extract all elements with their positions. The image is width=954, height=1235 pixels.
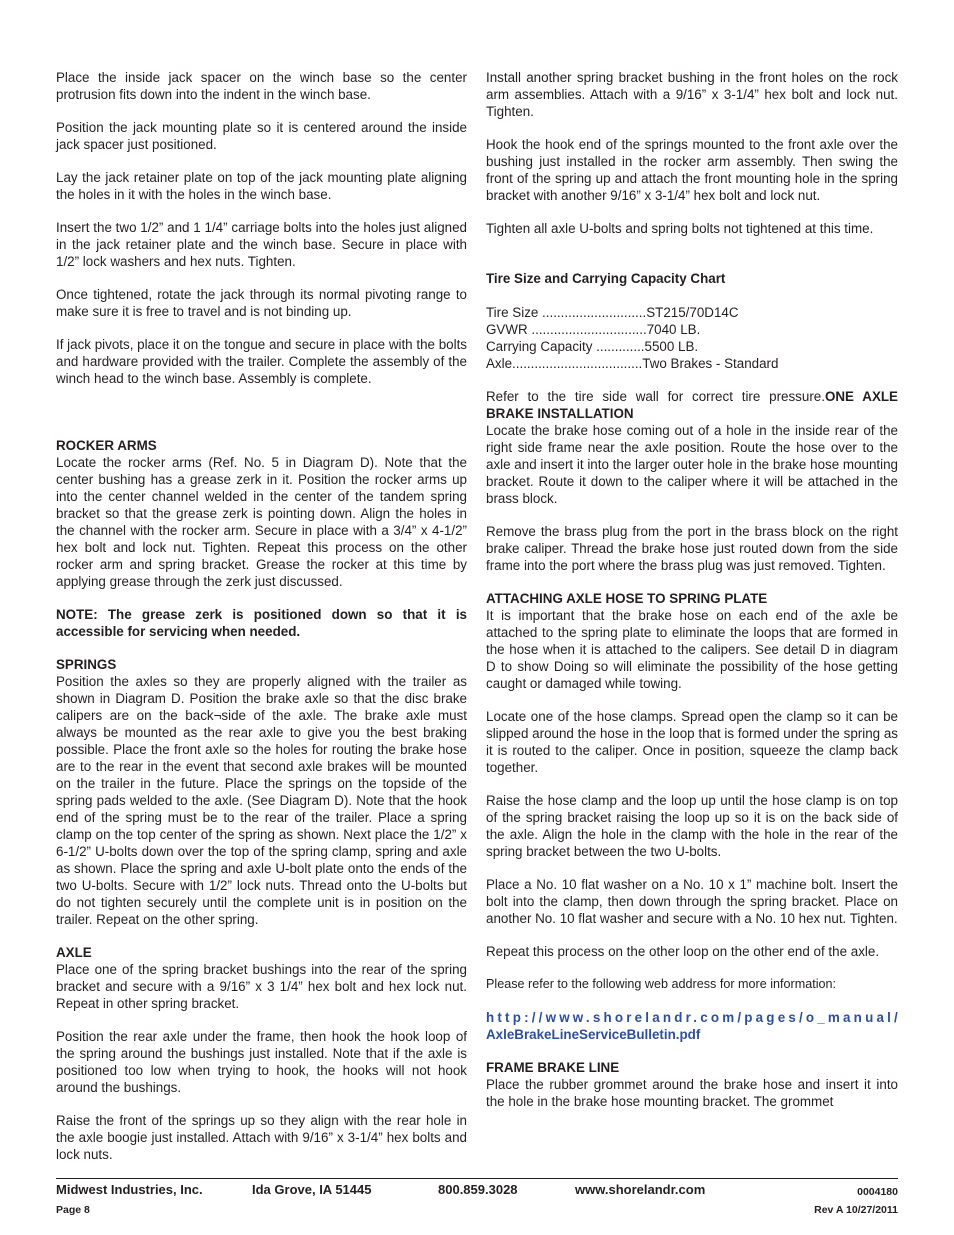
paragraph-inside-jack-spacer: Place the inside jack spacer on the winch base so the center protrusion fits down into the indent in the winch base. [56, 70, 467, 102]
footer-city: Ida Grove, IA 51445 [252, 1182, 372, 1197]
footer-revision: Rev A 10/27/2011 [814, 1204, 898, 1216]
service-bulletin-link[interactable] [486, 1009, 901, 1043]
paragraph-flat-washer: Place a No. 10 flat washer on a No. 10 x 1” machine bolt. Insert the bolt into the clamp, then down through the spring bracket. Place on another No. 10 flat washer and secure with a No. 10 hex nut. Tighten. [486, 877, 898, 926]
paragraph-raise-clamp: Raise the hose clamp and the loop up until the hose clamp is on top of the spring bracket raising the loop up so it is on the back side of the axle. Align the hole in the clamp with the hole in the rear of the spring bracket between the two U-bolts. [486, 793, 898, 859]
heading-one-axle-brake: ONE AXLE BRAKE INSTALLATION [486, 389, 898, 421]
paragraph-front-bushing: Install another spring bracket bushing in the front holes on the rock arm assemblies. Attach with a 9/16” x 3-1/4” hex bolt and lock nut. Tighten. [486, 70, 898, 119]
heading-frame-brake-line: FRAME BRAKE LINE [486, 1060, 620, 1075]
paragraph-repeat-loop: Repeat this process on the other loop on the other end of the axle. [486, 944, 880, 959]
heading-attaching-axle-hose: ATTACHING AXLE HOSE TO SPRING PLATE [486, 591, 768, 606]
paragraph-jack-pivots: If jack pivots, place it on the tongue and secure in place with the bolts and hardware provided with the trailer. Complete the assembly of the winch head to the winch base. Assembly is complete. [56, 337, 467, 386]
paragraph-frame-brake-line: Place the rubber grommet around the brake hose and insert it into the hole in the brake hose mounting bracket. The grommet [486, 1077, 898, 1109]
spec-tire-size: Tire Size ............................ST215/70D14C [486, 305, 739, 320]
footer-company: Midwest Industries, Inc. [56, 1182, 203, 1197]
link-url-line1[interactable]: http://www.shorelandr.com/pages/o_manual/ [486, 1010, 901, 1025]
footer-website[interactable]: www.shorelandr.com [575, 1182, 706, 1197]
text-tire-pressure: Refer to the tire side wall for correct tire pressure. [486, 389, 825, 404]
paragraph-rotate-jack: Once tightened, rotate the jack through its normal pivoting range to make sure it is free to travel and is not binding up. [56, 287, 467, 319]
tire-spec-list [486, 304, 898, 372]
heading-tire-chart: Tire Size and Carrying Capacity Chart [486, 271, 726, 286]
spec-gvwr: GVWR ...............................7040 LB. [486, 322, 701, 337]
link-url-line2[interactable]: AxleBrakeLineServiceBulletin.pdf [486, 1027, 701, 1042]
paragraph-attach-hose: It is important that the brake hose on each end of the axle be attached to the spring plate to eliminate the loops that are formed in the hose when it is attached to the calipers. See detail D in diagram D to show Doing so will eliminate the possibility of the hose getting caught or damaged while towing. [486, 608, 898, 691]
paragraph-raise-springs: Raise the front of the springs up so they align with the rear hole in the axle boogie just installed. Attach with 9/16” x 3-1/4” hex bolts and lock nuts. [56, 1113, 467, 1162]
paragraph-tighten-ubolts: Tighten all axle U-bolts and spring bolts not tightened at this time. [486, 221, 874, 236]
paragraph-web-address: Please refer to the following web address for more information: [486, 977, 836, 991]
paragraph-jack-mounting-plate: Position the jack mounting plate so it is centered around the inside jack spacer just positioned. [56, 120, 467, 152]
paragraph-rear-axle: Position the rear axle under the frame, then hook the hook loop of the spring around the bushings just installed. Note that if the axle is positioned too low when trying to hook, the hooks will not hook around the bushings. [56, 1029, 467, 1095]
paragraph-hose-clamp: Locate one of the hose clamps. Spread open the clamp so it can be slipped around the hose in the loop that is formed under the spring as it is routed to the caliper. Once in position, squeeze the clamp back together. [486, 709, 898, 775]
paragraph-rocker-arms: Locate the rocker arms (Ref. No. 5 in Diagram D). Note that the center bushing has a grease zerk in it. Position the rocker arms up into the center channel welded in the center of the tandem spring bracket so that the grease zerk is pointing down. Align the holes in the channel with the rocker arm. Secure in place with a 3/4” x 4-1/2” hex bolt and lock nut. Tighten. Repeat this process on the other rocker arm and spring bracket. Grease the rocker at this time by applying grease through the zerk just discussed. [56, 455, 467, 589]
footer-doc-number: 0004180 [857, 1186, 898, 1198]
spec-carrying-capacity: Carrying Capacity .............5500 LB. [486, 339, 699, 354]
note-grease-zerk: NOTE: The grease zerk is positioned down so that it is accessible for servicing when needed. [56, 607, 467, 639]
paragraph-carriage-bolts: Insert the two 1/2” and 1 1/4” carriage bolts into the holes just aligned in the jack retainer plate and the winch base. Secure in place with 1/2” lock washers and hex nuts. Tighten. [56, 220, 467, 269]
paragraph-jack-retainer-plate: Lay the jack retainer plate on top of the jack mounting plate aligning the holes in it with the holes in the winch base. [56, 170, 467, 202]
paragraph-brake-hose-route: Locate the brake hose coming out of a hole in the inside rear of the right side frame near the axle position. Route the hose over to the axle and insert it into the larger outer hole in the brake hose mounting bracket. Route it down to the caliper where it will be attached in the brass block. [486, 423, 898, 506]
paragraph-one-axle-brake [486, 388, 898, 422]
heading-springs: SPRINGS [56, 657, 117, 672]
footer-divider [56, 1178, 898, 1179]
heading-rocker-arms: ROCKER ARMS [56, 438, 157, 453]
heading-axle: AXLE [56, 945, 92, 960]
footer-phone: 800.859.3028 [438, 1182, 518, 1197]
left-column [56, 69, 467, 1179]
paragraph-brass-plug: Remove the brass plug from the port in the brass block on the right brake caliper. Thread the brake hose just routed down from the side frame into the port where the brass plug was just removed. Tighten. [486, 524, 898, 573]
paragraph-axle-bushings: Place one of the spring bracket bushings into the rear of the spring bracket and secure with a 9/16” x 3 1/4” hex bolt and hex lock nut. Repeat in other spring bracket. [56, 962, 467, 1011]
paragraph-hook-springs: Hook the hook end of the springs mounted to the front axle over the bushing just installed in the rocker arm assembly. Then swing the front of the spring up and attach the front mounting hole in the spring bracket with another 9/16” x 3-1/4” hex bolt and lock nut. [486, 137, 898, 203]
footer-page-number: Page 8 [56, 1204, 90, 1216]
paragraph-springs: Position the axles so they are properly aligned with the trailer as shown in Diagram D. Position the brake axle so that the disc brake calipers are on the back¬side of the axle. The brake axle must always be mounted as the rear axle to give you the best braking possible. Place the front axle so the holes for routing the brake hose are to the rear in the event that second axle brakes will be mounted on the trailer in the future. Place the springs on the topside of the spring pads welded to the axle. (See Diagram D). Note that the hook end of the spring must be to the rear of the trailer. Place a spring clamp on the top center of the spring as shown. Next place the 1/2” x 6-1/2” U-bolts down over the top of the spring clamp, spring and axle as shown. Place the spring and axle U-bolt plate onto the ends of the two U-bolts. Secure with 1/2” lock nuts. Thread onto the U-bolts but do not tighten securely until the complete unit is in position on the trailer. Repeat on the other spring. [56, 674, 467, 927]
right-column [486, 69, 901, 1126]
spec-axle: Axle...................................Two Brakes - Standard [486, 356, 779, 371]
